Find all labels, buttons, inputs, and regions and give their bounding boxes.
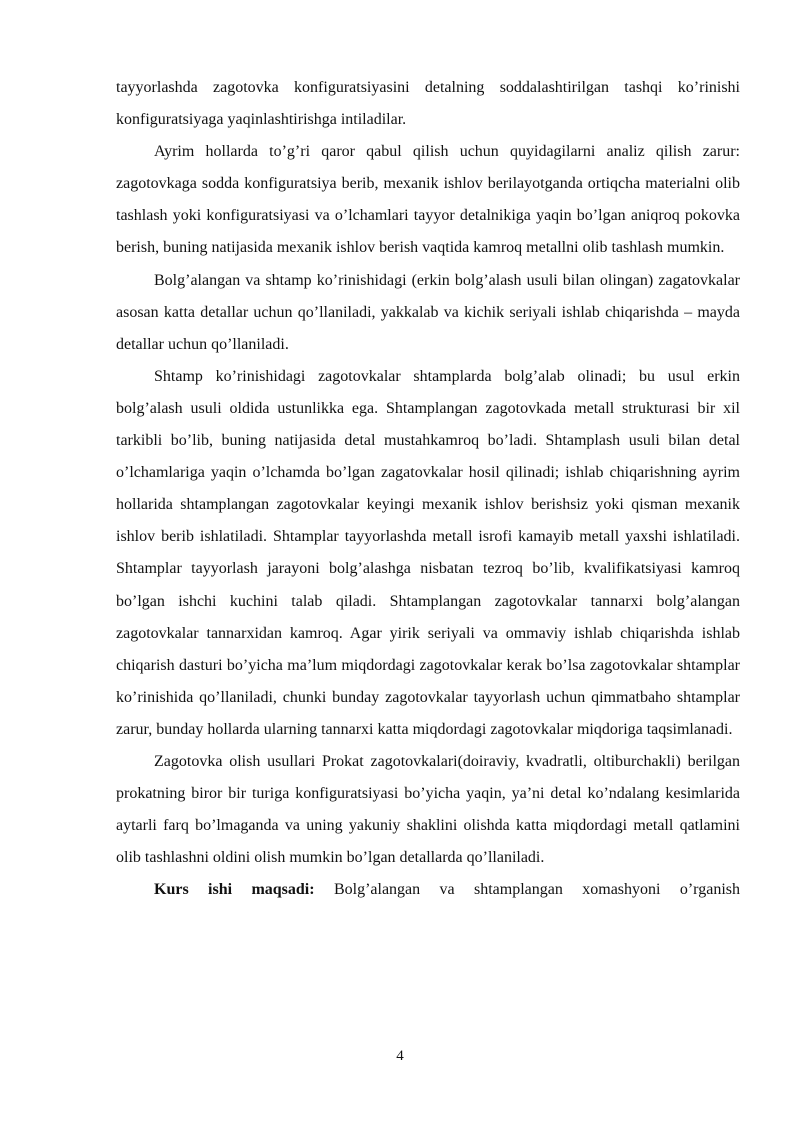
page-number: 4: [396, 1048, 404, 1064]
course-goal-text: Bolg’alangan va shtamplangan xomashyoni o’rganish: [314, 881, 740, 899]
paragraph-5: Zagotovka olish usullari Prokat zagotovkalari(doiraviy, kvadratli, oltiburchakli) berilgan prokatning biror bir turiga konfiguratsiyasi bo’yicha yaqin, ya’ni detal ko’ndalang kesimlarida aytarli farq bo’lmaganda va uning yakuniy shaklini olishda katta miqdordagi metall qatlamini olib tashlashni oldini olish mumkin bo’lgan detallarda qo’llaniladi.: [116, 752, 740, 867]
paragraph-6: [116, 874, 740, 906]
paragraph-1: tayyorlashda zagotovka konfiguratsiyasini detalning soddalashtirilgan tashqi ko’rinishi konfiguratsiyaga yaqinlashtirishga intiladilar.: [116, 79, 740, 129]
paragraph-4: Shtamp ko’rinishidagi zagotovkalar shtamplarda bolg’alab olinadi; bu usul erkin bolg’alash usuli oldida ustunlikka ega. Shtamplangan zagotovkada metall strukturasi bir xil tarkibli bo’lib, buning natijasida detal mustahkamroq bo’ladi. Shtamplash usuli bilan detal o’lchamlariga yaqin o’lchamda bo’lgan zagatovkalar hosil qilinadi; ishlab chiqarishning ayrim hollarida shtamplangan zagotovkalar keyingi mexanik ishlov berishsiz yoki qisman mexanik ishlov berib ishlatiladi. Shtamplar tayyorlashda metall isrofi kamayib metall yaxshi ishlatiladi. Shtamplar tayyorlash jarayoni bolg’alashga nisbatan tezroq bo’lib, kvalifikatsiyasi kamroq bo’lgan ishchi kuchini talab qiladi. Shtamplangan zagotovkalar tannarxi bolg’alangan zagotovkalar tannarxidan kamroq. Agar yirik seriyali va ommaviy ishlab chiqarishda ishlab chiqarish dasturi bo’yicha ma’lum miqdordagi zagotovkalar kerak bo’lsa zagotovkalar shtamplar ko’rinishida qo’llaniladi, chunki bunday zagotovkalar tayyorlash uchun qimmatbaho shtamplar zarur, bunday hollarda ularning tannarxi katta miqdordagi zagotovkalar miqdoriga taqsimlanadi.: [116, 367, 740, 738]
paragraph-3: Bolg’alangan va shtamp ko’rinishidagi (erkin bolg’alash usuli bilan olingan) zagatovkalar asosan katta detallar uchun qo’llaniladi, yakkalab va kichik seriyali ishlab chiqarishda – mayda detallar uchun qo’llaniladi.: [116, 271, 740, 353]
paragraph-2: Ayrim hollarda to’g’ri qaror qabul qilish uchun quyidagilarni analiz qilish zarur: zagotovkaga sodda konfiguratsiya berib, mexanik ishlov berilayotganda ortiqcha materialni olib tashlash yoki konfiguratsiyasi va o’lchamlari tayyor detalnikiga yaqin bo’lgan aniqroq pokovka berish, buning natijasida mexanik ishlov berish vaqtida kamroq metallni olib tashlash mumkin.: [116, 143, 740, 257]
course-goal-label: Kurs ishi maqsadi:: [154, 881, 315, 899]
document-page: [116, 72, 740, 906]
